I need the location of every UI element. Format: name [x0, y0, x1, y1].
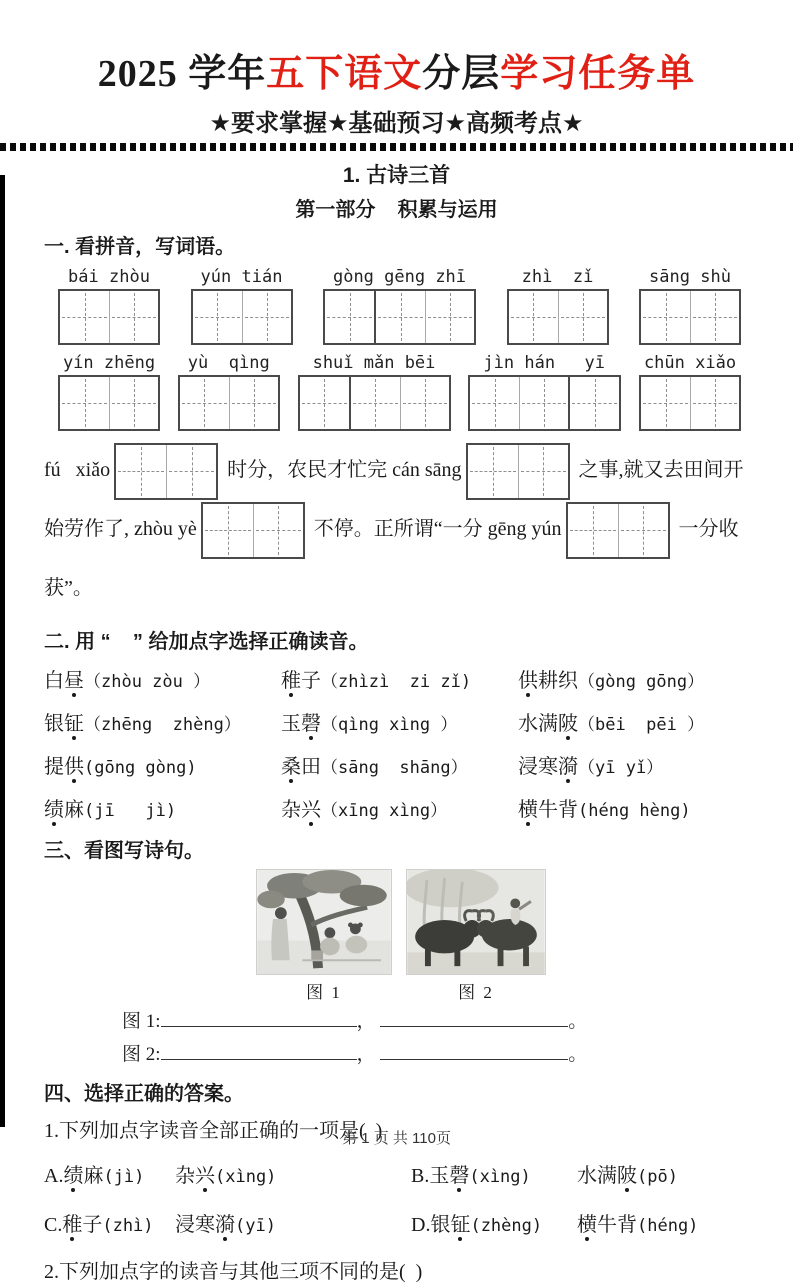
word-item — [281, 793, 518, 822]
word-item — [44, 707, 281, 736]
option-label: D. — [411, 1213, 431, 1236]
writing-grid[interactable] — [568, 375, 621, 431]
dotted-separator — [0, 143, 793, 151]
reading-options[interactable]: （qìng xìng ） — [321, 714, 458, 735]
grid-cell[interactable] — [568, 504, 618, 557]
option-a-word-2[interactable] — [175, 1159, 411, 1188]
title-segment-red-1: 五下语文 — [266, 53, 423, 95]
writing-grid[interactable] — [468, 375, 570, 431]
dotted-char: 供 — [64, 750, 84, 779]
pinyin-grid-row-2 — [44, 353, 755, 431]
section2-heading: 二. 用 “ ” 给加点字选择正确读音。 — [44, 630, 369, 653]
grid-cell[interactable] — [570, 377, 619, 429]
reading: (xìng) — [215, 1166, 277, 1187]
inline-writing-grid[interactable] — [466, 443, 570, 500]
option-label: C. — [44, 1213, 63, 1236]
pinyin-group — [507, 267, 609, 345]
section3-heading: 三、看图写诗句。 — [44, 839, 204, 862]
writing-grid[interactable] — [58, 375, 160, 431]
reading: (héng) — [637, 1215, 699, 1236]
reading: (pō) — [637, 1166, 678, 1187]
option-d-word-1[interactable] — [411, 1208, 577, 1237]
answer-blank[interactable] — [380, 1007, 568, 1027]
part-title: 第一部分 积累与运用 — [295, 199, 498, 221]
pinyin-label: gòng gēng zhī — [332, 267, 467, 287]
dotted-char: 绩 — [44, 793, 64, 822]
text-segment: 不停。正所谓“一分 gēng yún — [308, 517, 562, 540]
figure-2-label: 图 2 — [458, 982, 494, 1002]
word-text: 麻 — [83, 1164, 104, 1187]
pinyin-label: sāng shù — [649, 267, 731, 287]
grid-cell[interactable] — [690, 377, 739, 429]
dotted-char: 昼 — [64, 664, 84, 693]
page-title — [0, 42, 793, 97]
question-1-options — [44, 1159, 755, 1237]
grid-cell[interactable] — [193, 291, 242, 343]
word-text: 子 — [301, 669, 321, 692]
lesson-title: 1. 古诗三首 — [342, 164, 451, 187]
grid-cell[interactable] — [641, 377, 690, 429]
word-item — [518, 707, 755, 736]
figure-1-label: 图 1 — [306, 982, 342, 1002]
word-text: 牛背 — [538, 798, 578, 821]
reading-options[interactable]: （zhēng zhèng） — [84, 714, 241, 735]
writing-grid[interactable] — [323, 289, 376, 345]
word-text: 水满 — [518, 712, 558, 735]
grid-cell[interactable] — [203, 504, 253, 557]
question-2: 2.下列加点字的读音与其他三项不同的是( ) — [44, 1260, 423, 1283]
text-segment: fú xiǎo — [44, 459, 111, 481]
dotted-char: 横 — [518, 793, 538, 822]
grid-cell[interactable] — [690, 291, 739, 343]
reading: (xìng) — [469, 1166, 531, 1187]
inline-writing-grid[interactable] — [114, 443, 218, 500]
dotted-char: 磬 — [301, 707, 321, 736]
grid-cell[interactable] — [60, 291, 109, 343]
answer-line-2-label: 图 2: — [122, 1043, 161, 1065]
option-a-word-1[interactable] — [44, 1159, 175, 1188]
grid-cell[interactable] — [470, 377, 519, 429]
word-text: 耕织 — [538, 669, 578, 692]
reading-options[interactable]: (gōng gòng) — [84, 757, 197, 778]
reading: (zhèng) — [470, 1215, 543, 1236]
option-label: B. — [411, 1164, 430, 1187]
figure-1 — [256, 869, 392, 1003]
pinyin-label: yún tián — [200, 267, 283, 287]
pinyin-group-joined — [468, 353, 621, 431]
dotted-char: 漪 — [558, 750, 578, 779]
pinyin-label: chūn xiǎo — [643, 353, 737, 373]
word-item — [44, 793, 281, 822]
dotted-char: 供 — [518, 664, 538, 693]
word-text: 子 — [82, 1213, 103, 1236]
comma: ， — [356, 1010, 376, 1032]
pinyin-label: yī — [584, 353, 605, 373]
dotted-char: 陂 — [558, 707, 578, 736]
writing-grid[interactable] — [178, 375, 280, 431]
word-item — [44, 664, 281, 693]
answer-line-1-label: 图 1: — [122, 1010, 161, 1032]
grid-cell[interactable] — [109, 291, 158, 343]
grid-cell[interactable] — [60, 377, 109, 429]
grid-cell[interactable] — [242, 291, 291, 343]
page-footer: 第 1 页 共 110页 — [342, 1130, 451, 1147]
word-text: 麻 — [64, 798, 84, 821]
reading-options[interactable]: （gòng gōng） — [578, 671, 705, 692]
reading: (yī) — [235, 1215, 276, 1236]
dotted-char: 钲 — [450, 1208, 470, 1237]
word-text: 杂 — [175, 1164, 195, 1187]
pinyin-group — [298, 353, 451, 431]
grid-cell[interactable] — [166, 445, 216, 498]
option-label: A. — [44, 1164, 64, 1187]
reading-options[interactable]: （sāng shāng） — [321, 757, 468, 778]
word-item — [281, 750, 518, 779]
option-b-word-2[interactable] — [577, 1159, 755, 1188]
dotted-char: 稚 — [281, 664, 301, 693]
dotted-char: 漪 — [215, 1208, 235, 1237]
pinyin-label: shuǐ mǎn bēi — [312, 353, 436, 373]
pinyin-grid-row-1 — [44, 267, 755, 345]
reading-options[interactable]: （zhìzì zi zǐ) — [321, 671, 472, 692]
word-text: 银 — [430, 1213, 451, 1236]
grid-cell[interactable] — [109, 377, 158, 429]
word-text: 浸寒 — [175, 1213, 215, 1236]
pinyin-label: yù qìng — [187, 353, 270, 373]
dotted-char: 横 — [577, 1208, 597, 1237]
answer-line-1 — [122, 1007, 755, 1036]
word-item — [281, 664, 518, 693]
pinyin-group — [178, 353, 280, 431]
figures-row — [256, 869, 755, 1003]
pronunciation-choice-grid — [44, 664, 755, 822]
title-segment-black-2: 分层 — [422, 53, 501, 95]
option-d-word-2[interactable] — [577, 1208, 755, 1237]
dotted-char: 磬 — [449, 1159, 469, 1188]
inline-writing-grid[interactable] — [201, 502, 305, 559]
word-text: 玉 — [281, 712, 301, 735]
answer-blank[interactable] — [161, 1007, 357, 1027]
word-item — [518, 664, 755, 693]
word-text: 白 — [44, 669, 64, 692]
figure-2 — [406, 869, 546, 1003]
reading-options[interactable]: （yī yǐ） — [578, 757, 664, 778]
grid-cell[interactable] — [180, 377, 229, 429]
grid-cell[interactable] — [116, 445, 166, 498]
grid-cell[interactable] — [519, 377, 568, 429]
pinyin-group — [191, 267, 293, 345]
grid-cell[interactable] — [400, 377, 449, 429]
dotted-char: 陂 — [617, 1159, 637, 1188]
word-text: 浸寒 — [518, 755, 558, 778]
word-item — [518, 793, 755, 822]
word-text: 银 — [44, 712, 64, 735]
word-text: 水满 — [577, 1164, 617, 1187]
reading-options[interactable]: (héng hèng) — [578, 800, 691, 821]
text-segment: 时分，农民才忙完 cán sāng — [222, 459, 462, 481]
pinyin-label: jìn hán — [483, 353, 556, 373]
grid-cell[interactable] — [558, 291, 607, 343]
section1-heading: 一. 看拼音，写词语。 — [44, 236, 236, 258]
text-segment: 之事,就又去田间开始劳作了, zhòu yè — [44, 459, 744, 540]
pinyin-group — [58, 353, 160, 431]
grid-cell[interactable] — [641, 291, 690, 343]
pinyin-label: bái zhòu — [68, 267, 150, 287]
dotted-char: 桑 — [281, 750, 301, 779]
figure-2-image — [406, 869, 546, 975]
period: 。 — [568, 1010, 588, 1032]
dotted-char: 绩 — [63, 1159, 83, 1188]
comma: ， — [356, 1043, 376, 1065]
answer-blank[interactable] — [161, 1040, 357, 1060]
writing-grid[interactable] — [191, 289, 293, 345]
writing-grid[interactable] — [507, 289, 609, 345]
pinyin-group — [468, 353, 570, 431]
grid-cell[interactable] — [376, 291, 425, 343]
grid-cell[interactable] — [518, 445, 568, 498]
reading-options[interactable]: （zhòu zòu ） — [84, 671, 211, 692]
word-text: 杂 — [281, 798, 301, 821]
title-segment-red-2: 学习任务单 — [500, 53, 696, 95]
page-subtitle: ★要求掌握★基础预习★高频考点★ — [209, 110, 584, 137]
word-text: 田 — [301, 755, 321, 778]
reading: (jì) — [103, 1166, 145, 1187]
grid-cell[interactable] — [300, 377, 349, 429]
text-segment: 一分收获”。 — [44, 517, 739, 599]
writing-grid[interactable] — [58, 289, 160, 345]
word-text: 玉 — [429, 1164, 450, 1187]
option-b-word-1[interactable] — [411, 1159, 577, 1188]
figure-1-image — [256, 869, 392, 975]
word-text: 牛背 — [597, 1213, 637, 1236]
grid-cell[interactable] — [351, 377, 400, 429]
pinyin-group — [639, 267, 741, 345]
answer-line-2 — [122, 1040, 755, 1069]
writing-grid[interactable] — [639, 375, 741, 431]
word-item — [518, 750, 755, 779]
answer-blank[interactable] — [380, 1040, 568, 1060]
option-c-word-1[interactable] — [44, 1208, 175, 1237]
grid-cell[interactable] — [468, 445, 518, 498]
word-text: 提 — [44, 755, 64, 778]
question-1: 1.下列加点字读音全部正确的一项是( ) — [44, 1119, 383, 1142]
word-item — [281, 707, 518, 736]
page-left-border — [0, 175, 5, 1127]
writing-grid[interactable] — [374, 289, 476, 345]
grid-cell[interactable] — [229, 377, 278, 429]
period: 。 — [568, 1043, 588, 1065]
grid-cell[interactable] — [253, 504, 303, 557]
reading-options[interactable]: (jī jì) — [84, 800, 177, 821]
option-c-word-2[interactable] — [175, 1208, 411, 1237]
reading-options[interactable]: （bēi pēi ） — [578, 714, 705, 735]
dotted-char: 钲 — [64, 707, 84, 736]
title-segment-black-1: 2025 学年 — [97, 53, 267, 95]
pinyin-group — [568, 353, 621, 431]
writing-grid[interactable] — [349, 375, 451, 431]
pinyin-label: zhì zǐ — [521, 267, 594, 287]
grid-cell[interactable] — [618, 504, 668, 557]
grid-cell[interactable] — [509, 291, 558, 343]
grid-cell[interactable] — [425, 291, 474, 343]
reading: (zhì) — [102, 1215, 154, 1236]
pinyin-group — [58, 267, 160, 345]
dotted-char: 稚 — [62, 1208, 82, 1237]
writing-grid[interactable] — [298, 375, 351, 431]
inline-writing-grid[interactable] — [566, 502, 670, 559]
word-item — [44, 750, 281, 779]
writing-grid[interactable] — [639, 289, 741, 345]
dotted-char: 兴 — [195, 1159, 215, 1188]
section4-heading: 四、选择正确的答案。 — [44, 1082, 244, 1105]
fill-in-paragraph — [44, 441, 755, 617]
pinyin-label: yín zhēng — [62, 353, 156, 373]
grid-cell[interactable] — [325, 291, 374, 343]
reading-options[interactable]: （xīng xìng） — [321, 800, 448, 821]
dotted-char: 兴 — [301, 793, 321, 822]
pinyin-group — [323, 267, 476, 345]
pinyin-group — [639, 353, 741, 431]
